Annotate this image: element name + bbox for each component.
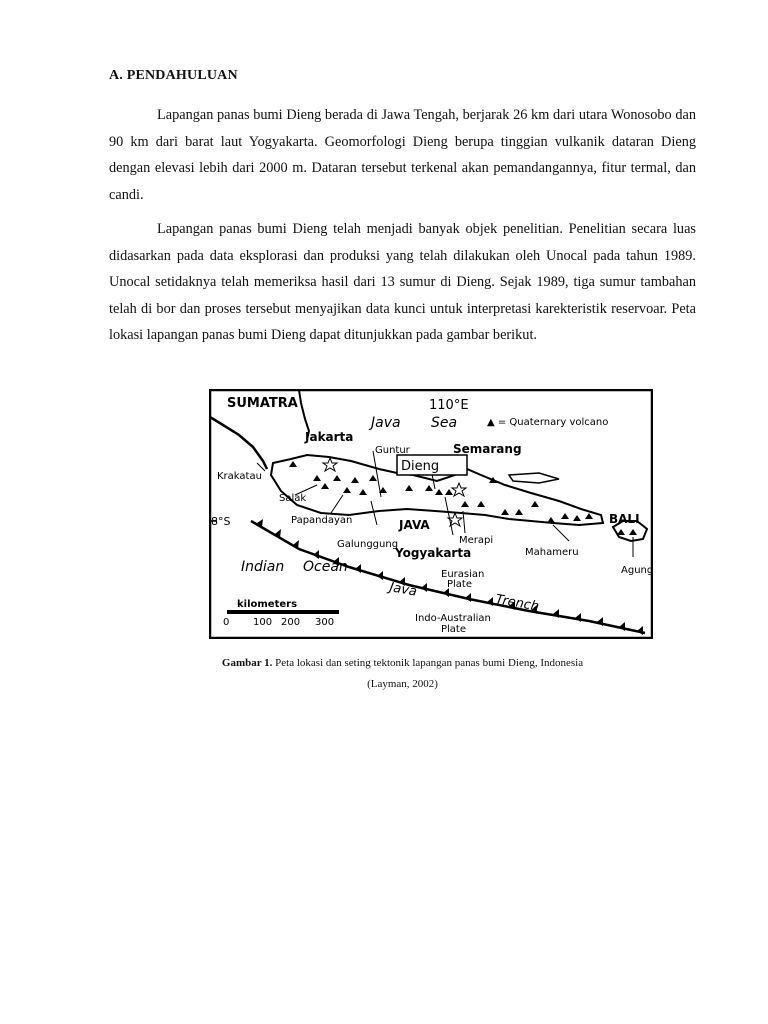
paragraph-1: Lapangan panas bumi Dieng berada di Jawa Tengah, berjarak 26 km dari utara Wonosobo dan 90 km dari barat laut Yogyakarta. Geomorfologi Dieng berupa tinggian vulkanik dataran Dieng dengan elevasi lebih dari 2000 m. Dataran tersebut terkenal akan pemandangannya, fitur termal, dan candi. <box>109 107 696 203</box>
label-trench-java: Java <box>388 580 418 600</box>
label-java-sea-2: Sea <box>431 415 458 431</box>
label-indo-1: Indo-Australian <box>415 613 491 624</box>
label-kilometers: kilometers <box>237 599 298 610</box>
section-heading: A. PENDAHULUAN <box>109 68 238 83</box>
label-merapi: Merapi <box>459 535 494 546</box>
label-bali: BALI <box>609 512 640 526</box>
label-krakatau: Krakatau <box>217 471 262 482</box>
scale-0: 0 <box>223 617 230 628</box>
paragraph-2: Lapangan panas bumi Dieng telah menjadi banyak objek penelitian. Penelitian secara luas didasarkan pada data eksplorasi dan produksi yang telah dilakukan oleh Unocal pada tahun 1989. Unocal setidaknya telah memeriksa hasil dari 13 sumur di Dieng. Sejak 1989, tiga sumur tambahan telah di bor dan proses tersebut menyajikan data kunci untuk interpretasi karekteristik reservoar. Peta lokasi lapangan panas bumi Dieng dapat ditunjukkan pada gambar berikut. <box>109 221 696 343</box>
label-yogyakarta: Yogyakarta <box>395 546 472 560</box>
scale-bar <box>227 610 339 614</box>
scale-200: 200 <box>281 617 301 628</box>
label-guntur: Guntur <box>375 445 410 456</box>
scale-100: 100 <box>253 617 273 628</box>
label-ocean: Ocean <box>303 559 348 575</box>
caption-label: Gambar 1. <box>221 657 273 669</box>
label-papandayan: Papandayan <box>291 515 353 526</box>
label-legend: ▲ = Quaternary volcano <box>487 417 609 428</box>
caption-text: Peta lokasi dan seting tektonik lapangan panas bumi Dieng, Indonesia <box>272 657 584 669</box>
label-galunggung: Galunggung <box>337 539 399 550</box>
label-longitude: 110°E <box>429 398 469 413</box>
label-eurasian-1: Eurasian <box>441 569 485 580</box>
label-mahameru: Mahameru <box>525 547 579 558</box>
label-java: JAVA <box>399 518 430 532</box>
label-indo-2: Plate <box>441 624 467 635</box>
caption-source: (Layman, 2002) <box>367 678 438 690</box>
label-trench: Trench <box>494 592 541 615</box>
label-semarang: Semarang <box>453 442 522 456</box>
label-latitude: 8°S <box>211 515 231 528</box>
label-agung: Agung <box>621 565 653 576</box>
label-jakarta: Jakarta <box>305 430 354 444</box>
figure-caption <box>109 653 696 673</box>
label-indian: Indian <box>241 559 285 575</box>
tectonic-location-map <box>209 389 653 639</box>
scale-300: 300 <box>315 617 335 628</box>
label-salak: Salak <box>279 493 307 504</box>
label-sumatra: SUMATRA <box>227 396 298 411</box>
label-java-sea-1: Java <box>371 415 401 431</box>
label-dieng: Dieng <box>401 459 440 474</box>
label-eurasian-2: Plate <box>447 579 473 590</box>
